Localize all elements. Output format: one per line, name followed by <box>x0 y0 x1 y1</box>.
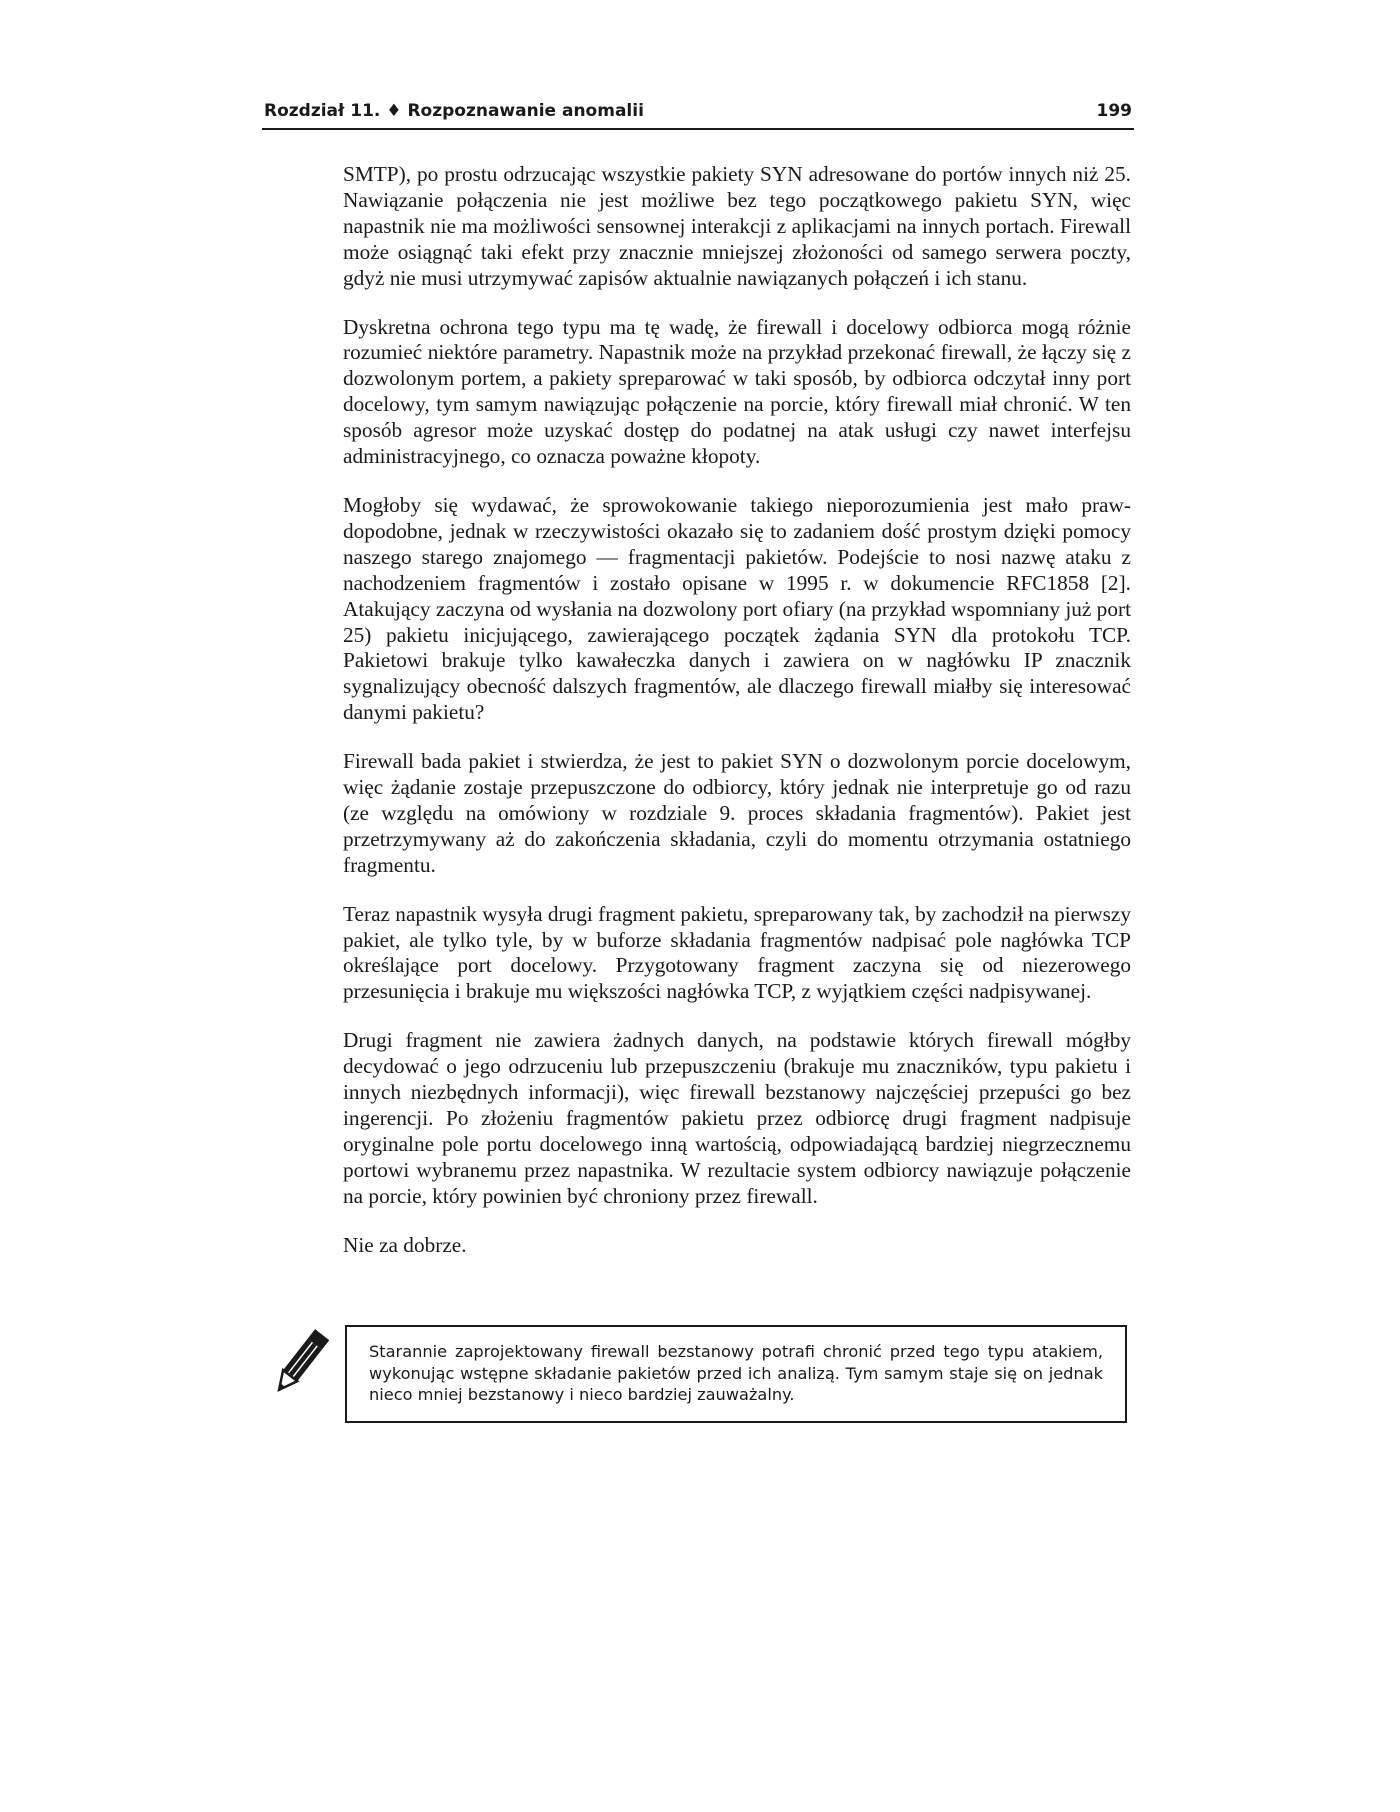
pencil-icon <box>262 1328 334 1400</box>
chapter-title: Rozdział 11. ♦ Rozpoznawanie anomalii <box>264 101 644 121</box>
paragraph: Nie za dobrze. <box>343 1232 467 1257</box>
paragraph: Mogłoby się wydawać, że sprowokowanie takiego nieporozumienia jest mało prawdopodobne, jednak w rzeczywistości okazało się to zadaniem dość prostym dzięki pomocy naszego starego znajomego — fragmentacji pakietów. Podejście to nosi nazwę ataku z nachodzeniem fragmentów i zostało opisane w 1995 r. w dokumencie RFC1858 [2]. Atakujący zaczyna od wysłania na dozwolony port ofiary (na przykład wspomniany już port 25) pakietu inicjującego, zawierającego początek żądania SYN dla protokołu TCP. Pakietowi brakuje tylko kawałeczka danych i zawiera on w nagłówku IP znacznik sygnalizujący obecność dalszych fragmentów, ale dlaczego firewall miałby się interesować danymi pakietu? <box>343 492 1131 725</box>
paragraph: Teraz napastnik wysyła drugi fragment pakietu, spreparowany tak, by zachodził na pierwszy pakiet, ale tylko tyle, by w buforze składania fragmentów nadpisać pole nagłówka TCP określające port docelowy. Przygotowany fragment zaczyna się od niezerowego przesunięcia i brakuje mu większości nagłówka TCP, z wyjątkiem części nadpisywanej. <box>343 901 1131 1004</box>
paragraph: SMTP), po prostu odrzucając wszystkie pakiety SYN adresowane do portów innych niż 25. Nawiązanie połączenia nie jest możliwe bez tego początkowego pakietu SYN, więc napastnik nie ma możliwości sensownej interakcji z aplikacjami na innych portach. Firewall może osiągnąć taki efekt przy znacznie mniejszej złożoności od samego serwera poczty, gdyż nie musi utrzymywać zapisów aktualnie nawiązanych połączeń i ich stanu. <box>343 162 1131 290</box>
body-text <box>343 162 1131 1282</box>
page-number: 199 <box>1096 101 1132 121</box>
note-box <box>345 1325 1127 1423</box>
paragraph: Drugi fragment nie zawiera żadnych danych, na podstawie których firewall mógłby decydować o jego odrzuceniu lub przepuszczeniu (brakuje mu znaczników, typu pakietu i innych niezbędnych informacji), więc firewall bezstanowy najczęściej przepuści go bez ingerencji. Po złożeniu fragmentów pakietu przez odbiorcę drugi fragment nadpisuje oryginalne pole portu docelowego inną wartością, odpowiadającą bardziej niegrzecznemu portowi wybranemu przez napastnika. W rezultacie system odbiorcy nawiązuje połączenie na porcie, który powinien być chroniony przez firewall. <box>343 1028 1131 1208</box>
running-header <box>262 98 1134 130</box>
paragraph: Dyskretna ochrona tego typu ma tę wadę, że firewall i docelowy odbiorca mogą różnie rozumieć niektóre parametry. Napastnik może na przykład przekonać firewall, że łączy się z dozwolonym portem, a pakiety spreparować w taki sposób, by odbiorca odczytał inny port docelowy, tym samym nawiązując połączenie na porcie, który firewall miał chronić. W ten sposób agresor może uzyskać dostęp do podatnej na atak usługi czy nawet interfejsu administracyjnego, co oznacza poważne kłopoty. <box>343 314 1131 469</box>
note-text: Starannie zaprojektowany firewall bezstanowy potrafi chronić przed tego typu atakiem, wykonując wstępne składanie pakietów przed ich analizą. Tym samym staje się on jednak nieco mniej bezstanowy i nieco bardziej zauważalny. <box>369 1342 1103 1404</box>
paragraph: Firewall bada pakiet i stwierdza, że jest to pakiet SYN o dozwolonym porcie docelowym, więc żądanie zostaje przepuszczone do odbiorcy, który jednak nie interpretuje go od razu (ze względu na omówiony w rozdziale 9. proces składania fragmentów). Pakiet jest przetrzymywany aż do zakończenia składania, czyli do momentu otrzymania ostatniego fragmentu. <box>343 749 1131 877</box>
